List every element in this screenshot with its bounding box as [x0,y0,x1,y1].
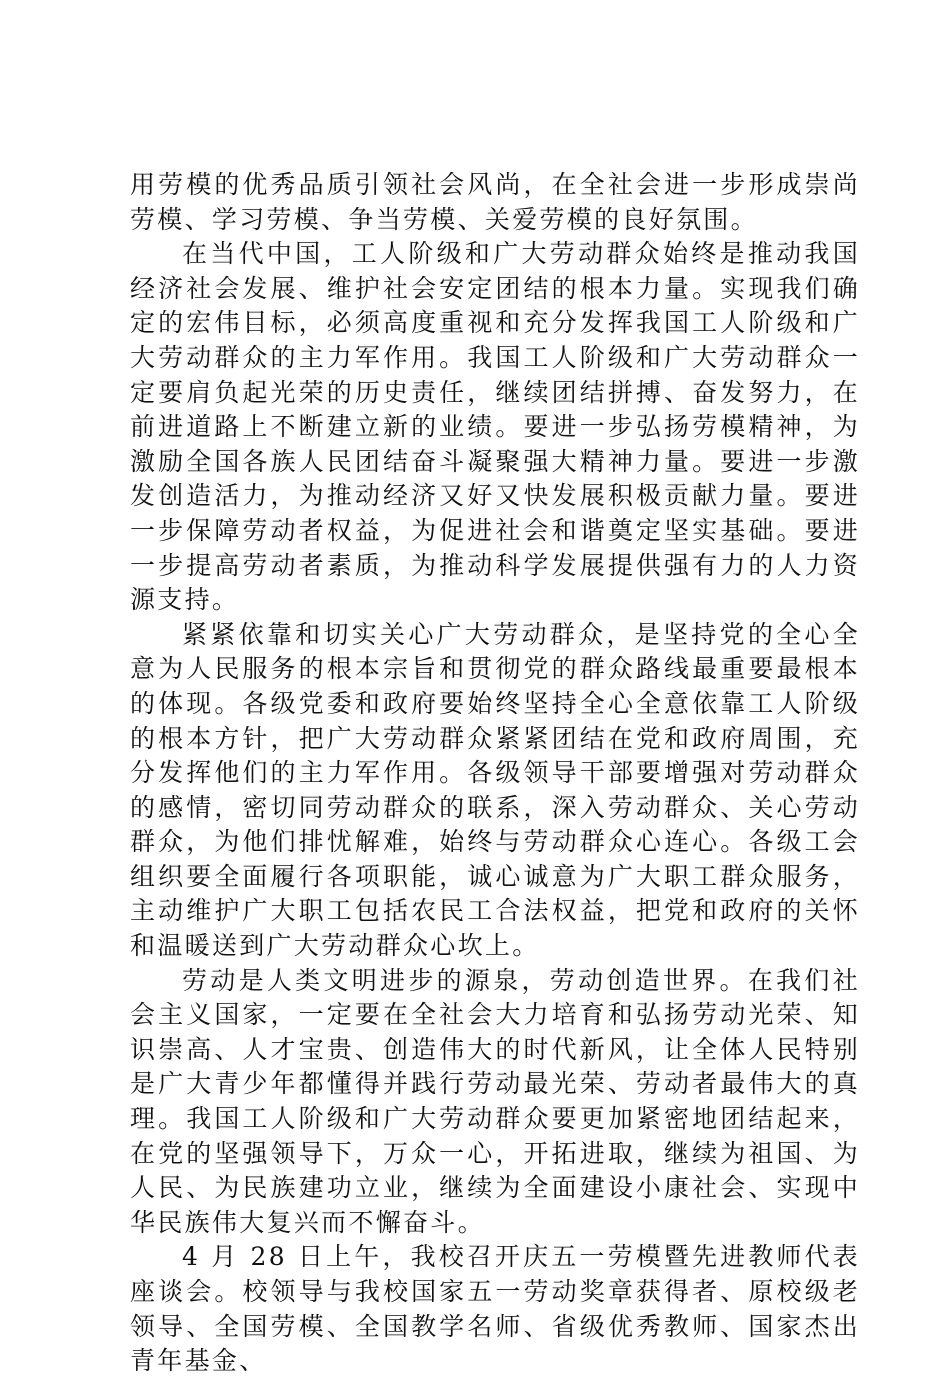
paragraph-3: 紧紧依靠和切实关心广大劳动群众，是坚持党的全心全意为人民服务的根本宗旨和贯彻党的群众路线最重要最根本的体现。各级党委和政府要始终坚持全心全意依靠工人阶级的根本方针，把广大劳动群众紧紧团结在党和政府周围，充分发挥他们的主力军作用。各级领导干部要增强对劳动群众的感情，密切同劳动群众的联系，深入劳动群众、关心劳动群众，为他们排忧解难，始终与劳动群众心连心。各级工会组织要全面履行各项职能，诚心诚意为广大职工群众服务，主动维护广大职工包括农民工合法权益，把党和政府的关怀和温暖送到广大劳动群众心坎上。 [130,619,860,961]
document-body [130,168,860,1379]
paragraph-2: 在当代中国，工人阶级和广大劳动群众始终是推动我国经济社会发展、维护社会安定团结的根本力量。实现我们确定的宏伟目标，必须高度重视和充分发挥我国工人阶级和广大劳动群众的主力军作用。我国工人阶级和广大劳动群众一定要肩负起光荣的历史责任，继续团结拼搏、奋发努力，在前进道路上不断建立新的业绩。要进一步弘扬劳模精神，为激励全国各族人民团结奋斗凝聚强大精神力量。要进一步激发创造活力，为推动经济又好又快发展积极贡献力量。要进一步保障劳动者权益，为促进社会和谐奠定坚实基础。要进一步提高劳动者素质，为推动科学发展提供强有力的人力资源支持。 [130,239,860,615]
paragraph-1: 用劳模的优秀品质引领社会风尚，在全社会进一步形成崇尚劳模、学习劳模、争当劳模、关爱劳模的良好氛围。 [130,170,860,234]
paragraph-5: 4 月 28 日上午，我校召开庆五一劳模暨先进教师代表座谈会。校领导与我校国家五一劳动奖章获得者、原校级老领导、全国劳模、全国教学名师、省级优秀教师、国家杰出青年基金、 [130,1242,860,1376]
paragraph-4: 劳动是人类文明进步的源泉，劳动创造世界。在我们社会主义国家，一定要在全社会大力培育和弘扬劳动光荣、知识崇高、人才宝贵、创造伟大的时代新风，让全体人民特别是广大青少年都懂得并践行劳动最光荣、劳动者最伟大的真理。我国工人阶级和广大劳动群众要更加紧密地团结起来，在党的坚强领导下，万众一心，开拓进取，继续为祖国、为人民、为民族建功立业，继续为全面建设小康社会、实现中华民族伟大复兴而不懈奋斗。 [130,965,860,1237]
